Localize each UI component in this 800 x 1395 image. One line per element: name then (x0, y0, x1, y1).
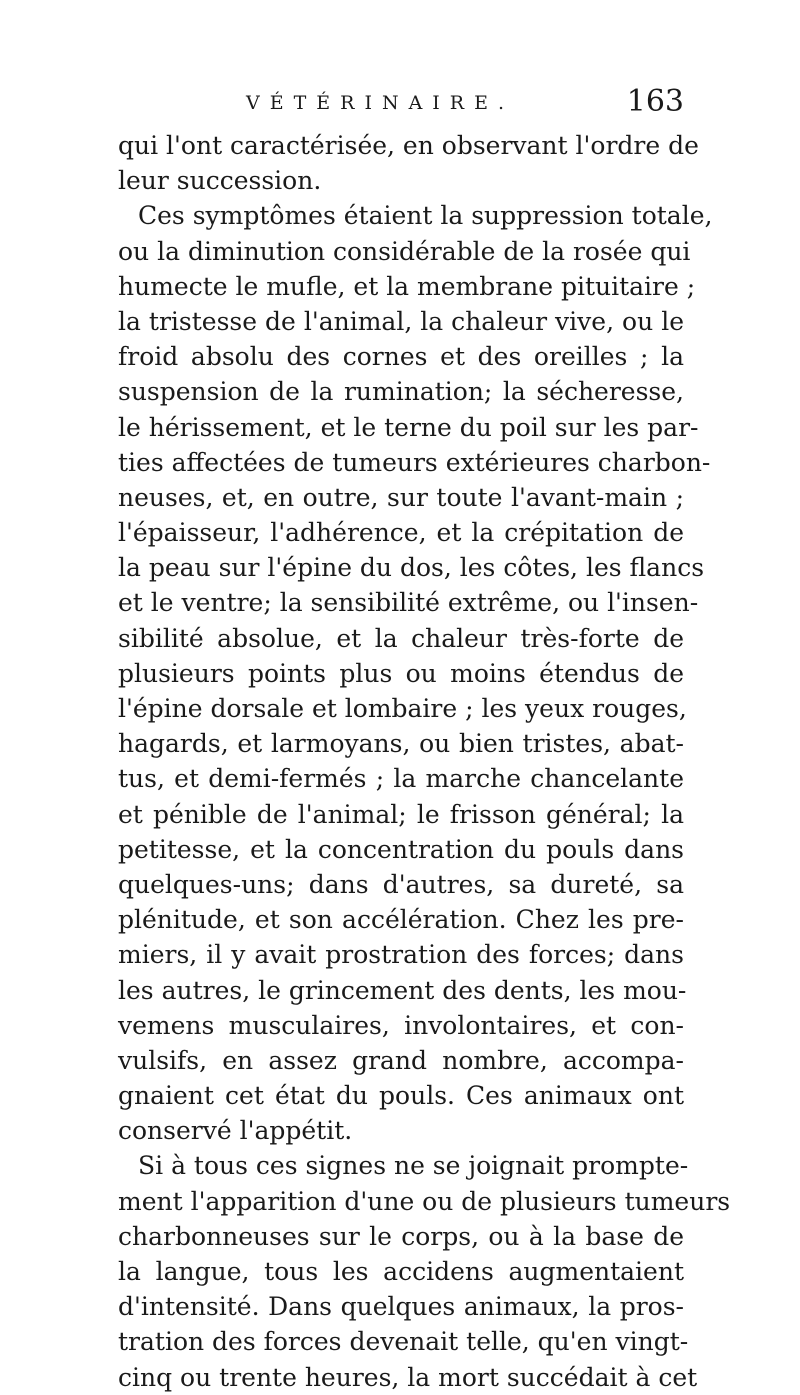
text-line: plusieurs points plus ou moins étendus de (118, 658, 684, 688)
text-line: les autres, le grincement des dents, les mou- (118, 975, 687, 1005)
text-line: et pénible de l'animal; le frisson général; la (118, 799, 684, 829)
text-line: neuses, et, en outre, sur toute l'avant-main ; (118, 482, 684, 512)
paragraph (118, 128, 699, 198)
text-line: l'épine dorsale et lombaire ; les yeux rouges, (118, 694, 687, 723)
paragraph (118, 198, 713, 1148)
text-line: le hérissement, et le terne du poil sur les par- (118, 412, 699, 442)
text-line: la langue, tous les accidens augmentaient (118, 1257, 684, 1286)
text-line: miers, il y avait prostration des forces; dans (118, 940, 684, 970)
text-line: quelques-uns; dans d'autres, sa dureté, sa (118, 869, 684, 899)
text-line: et le ventre; la sensibilité extrême, ou l'insen- (118, 588, 699, 618)
text-line: la tristesse de l'animal, la chaleur vive, ou le (118, 306, 684, 336)
text-line: vemens musculaires, involontaires, et con- (118, 1010, 684, 1040)
text-line: petitesse, et la concentration du pouls dans (118, 834, 684, 864)
text-line: Ces symptômes étaient la suppression totale, (138, 201, 713, 231)
text-line: ou la diminution considérable de la rosée qui (118, 236, 691, 266)
text-line: Si à tous ces signes ne se joignait prompte- (138, 1151, 689, 1181)
text-line: charbonneuses sur le corps, ou à la base de (118, 1221, 684, 1251)
text-line: vulsifs, en assez grand nombre, accompa- (118, 1045, 684, 1075)
text-line: conservé l'appétit. (118, 1116, 353, 1146)
running-head: VÉTÉRINAIRE. (246, 92, 515, 114)
text-line: cinq ou trente heures, la mort succédait à cet (118, 1362, 698, 1392)
paragraph (118, 1148, 731, 1394)
page-header (118, 84, 684, 132)
text-line: d'intensité. Dans quelques animaux, la pros- (118, 1292, 684, 1322)
text-line: humecte le mufle, et la membrane pituitaire ; (118, 271, 696, 301)
text-line: suspension de la rumination; la sécheresse, (118, 377, 684, 407)
text-line: hagards, et larmoyans, ou bien tristes, abat- (118, 729, 684, 759)
text-line: gnaient cet état du pouls. Ces animaux ont (118, 1081, 684, 1111)
text-line: tration des forces devenait telle, qu'en vingt- (118, 1327, 689, 1357)
text-line: ment l'apparition d'une ou de plusieurs tumeurs (118, 1186, 731, 1216)
text-line: leur succession. (118, 166, 322, 196)
text-line: plénitude, et son accélération. Chez les pre- (118, 905, 684, 935)
text-line: froid absolu des cornes et des oreilles ; la (118, 342, 684, 372)
text-line: tus, et demi-fermés ; la marche chancelante (118, 764, 684, 794)
text-line: l'épaisseur, l'adhérence, et la crépitation de (118, 518, 684, 548)
text-line: la peau sur l'épine du dos, les côtes, les flancs (118, 553, 705, 583)
text-line: ties affectées de tumeurs extérieures charbon- (118, 447, 711, 477)
text-line: sibilité absolue, et la chaleur très-forte de (118, 623, 684, 653)
page-number: 163 (626, 84, 684, 119)
body-text (118, 128, 731, 1395)
text-line: qui l'ont caractérisée, en observant l'ordre de (118, 131, 699, 160)
